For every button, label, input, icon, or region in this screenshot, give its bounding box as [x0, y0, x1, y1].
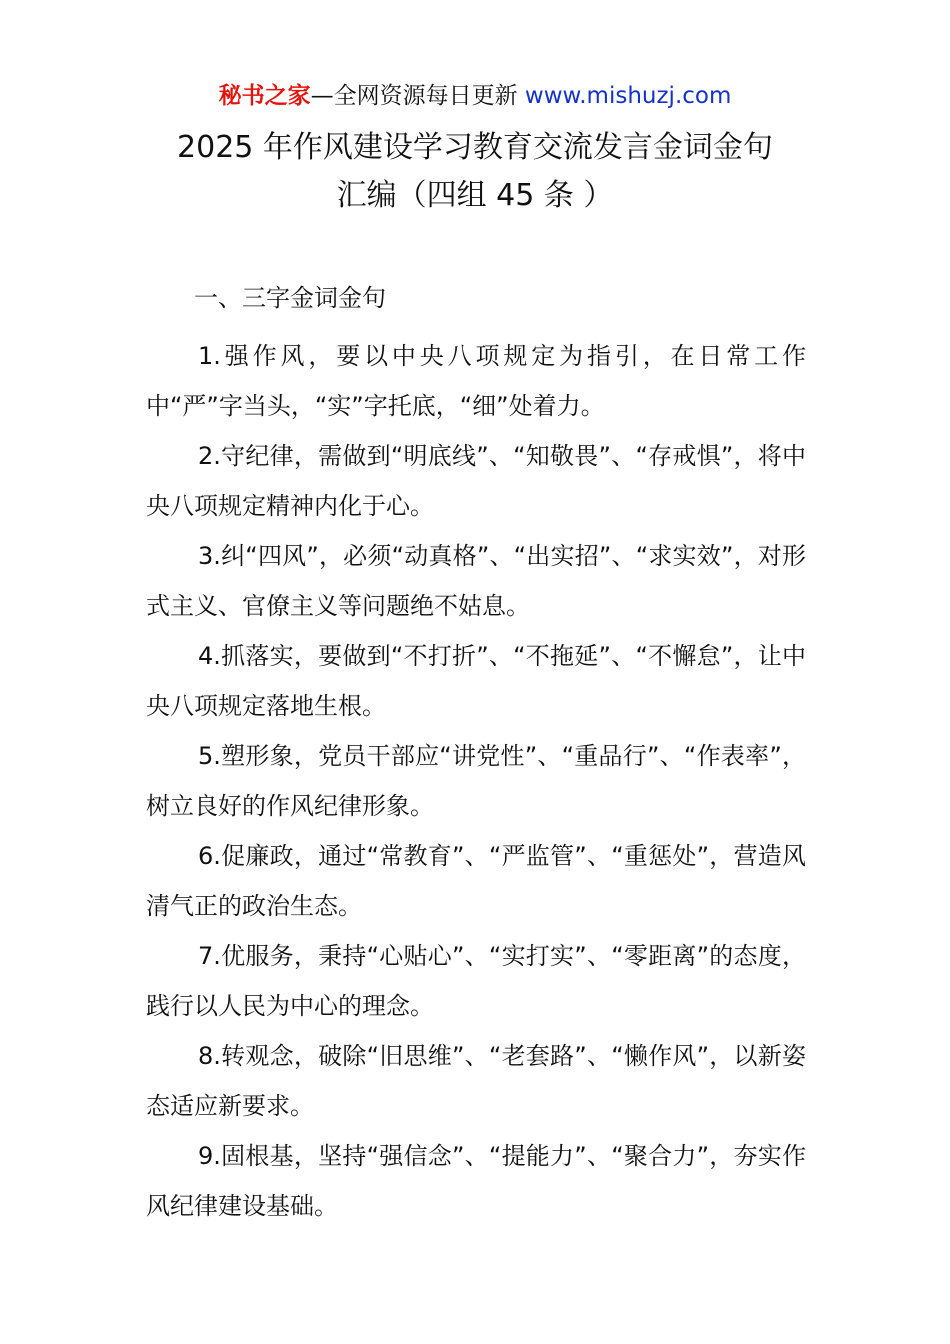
item-text: 转观念，破除“旧思维”、“老套路”、“懒作风”，以新姿态适应新要求。 [146, 1042, 806, 1120]
item-number: 1. [198, 342, 221, 370]
list-item [146, 931, 806, 1031]
list-item [146, 431, 806, 531]
item-text: 促廉政，通过“常教育”、“严监管”、“重惩处”，营造风清气正的政治生态。 [146, 842, 806, 920]
document-title-line-1: 2025 年作风建设学习教育交流发言金词金句 [177, 130, 773, 165]
list-item [146, 1031, 806, 1131]
list-item [146, 631, 806, 731]
site-url-link[interactable]: www.mishuzj.com [524, 83, 732, 109]
item-number: 6. [198, 842, 221, 870]
item-number: 8. [198, 1042, 221, 1070]
item-number: 4. [198, 642, 221, 670]
item-number: 9. [198, 1142, 221, 1170]
site-brand: 秘书之家 [218, 83, 311, 109]
document-body [146, 281, 806, 1231]
list-item [146, 731, 806, 831]
site-tagline: —全网资源每日更新 [310, 83, 525, 109]
item-text: 塑形象，党员干部应“讲党性”、“重品行”、“作表率”，树立良好的作风纪律形象。 [146, 742, 806, 820]
item-text: 纠“四风”，必须“动真格”、“出实招”、“求实效”，对形式主义、官僚主义等问题绝不姑息。 [146, 542, 806, 620]
item-number: 7. [198, 942, 221, 970]
document-title-line-2: 汇编（四组 45 条 ） [336, 178, 614, 213]
item-text: 抓落实，要做到“不打折”、“不拖延”、“不懈怠”，让中央八项规定落地生根。 [146, 642, 806, 720]
section-heading: 一、三字金词金句 [194, 284, 386, 312]
list-item [146, 831, 806, 931]
item-text: 优服务，秉持“心贴心”、“实打实”、“零距离”的态度，践行以人民为中心的理念。 [146, 942, 806, 1020]
item-text: 守纪律，需做到“明底线”、“知敬畏”、“存戒惧”，将中央八项规定精神内化于心。 [146, 442, 806, 520]
list-item [146, 331, 806, 431]
list-item [146, 1131, 806, 1231]
item-number: 2. [198, 442, 221, 470]
item-text: 固根基，坚持“强信念”、“提能力”、“聚合力”，夯实作风纪律建设基础。 [146, 1142, 806, 1220]
item-text: 强作风，要以中央八项规定为指引，在日常工作中“严”字当头，“实”字托底，“细”处着力。 [146, 342, 806, 420]
item-number: 3. [198, 542, 221, 570]
list-item [146, 531, 806, 631]
item-number: 5. [198, 742, 221, 770]
site-header [0, 80, 950, 112]
